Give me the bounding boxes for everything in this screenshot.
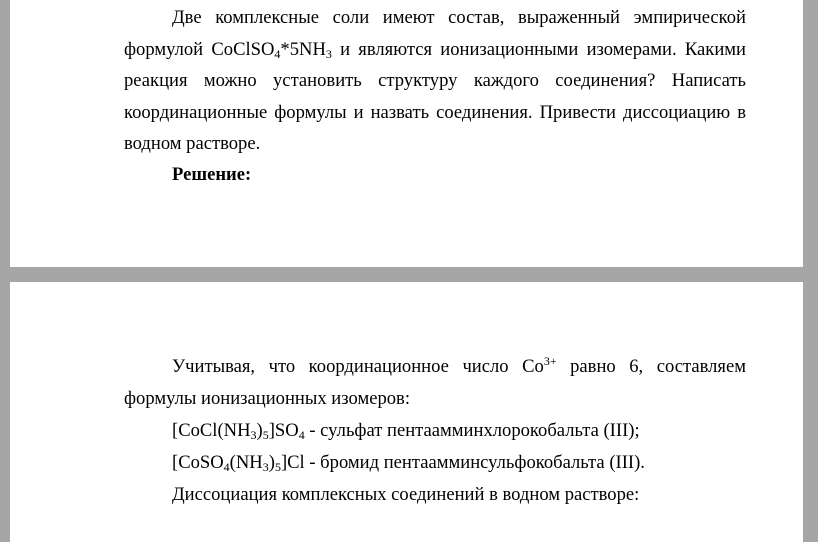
text-line: формулы ионизационных изомеров: xyxy=(124,388,410,409)
text-line: водном растворе. xyxy=(124,133,261,154)
text-line: формулой $CoClSO_4*5NH_3$ и являются ионизационными изомерами. Какими xyxy=(124,39,746,61)
text-line: Диссоциация комплексных соединений в водном растворе: xyxy=(172,484,640,505)
formula-line: $[CoSO_4(NH_3)_5]Cl$ - бромид пентаамминсульфокобальта (III). xyxy=(172,452,645,474)
text-line: Две комплексные соли имеют состав, выраженный эмпирической xyxy=(172,7,746,28)
text-line: Учитывая, что координационное число $Co^{3+}$ равно 6, составляем xyxy=(172,354,746,377)
solution-heading: Решение: xyxy=(172,164,252,185)
document-page-1 xyxy=(10,0,803,267)
text-line: координационные формулы и назвать соединения. Привести диссоциацию в xyxy=(124,102,746,123)
text-line: реакция можно установить структуру каждого соединения? Написать xyxy=(124,70,746,91)
document-page-2 xyxy=(10,282,803,542)
formula-line: $[CoCl(NH_3)_5]SO_4$ - сульфат пентаамминхлорокобальта (III); xyxy=(172,420,640,442)
